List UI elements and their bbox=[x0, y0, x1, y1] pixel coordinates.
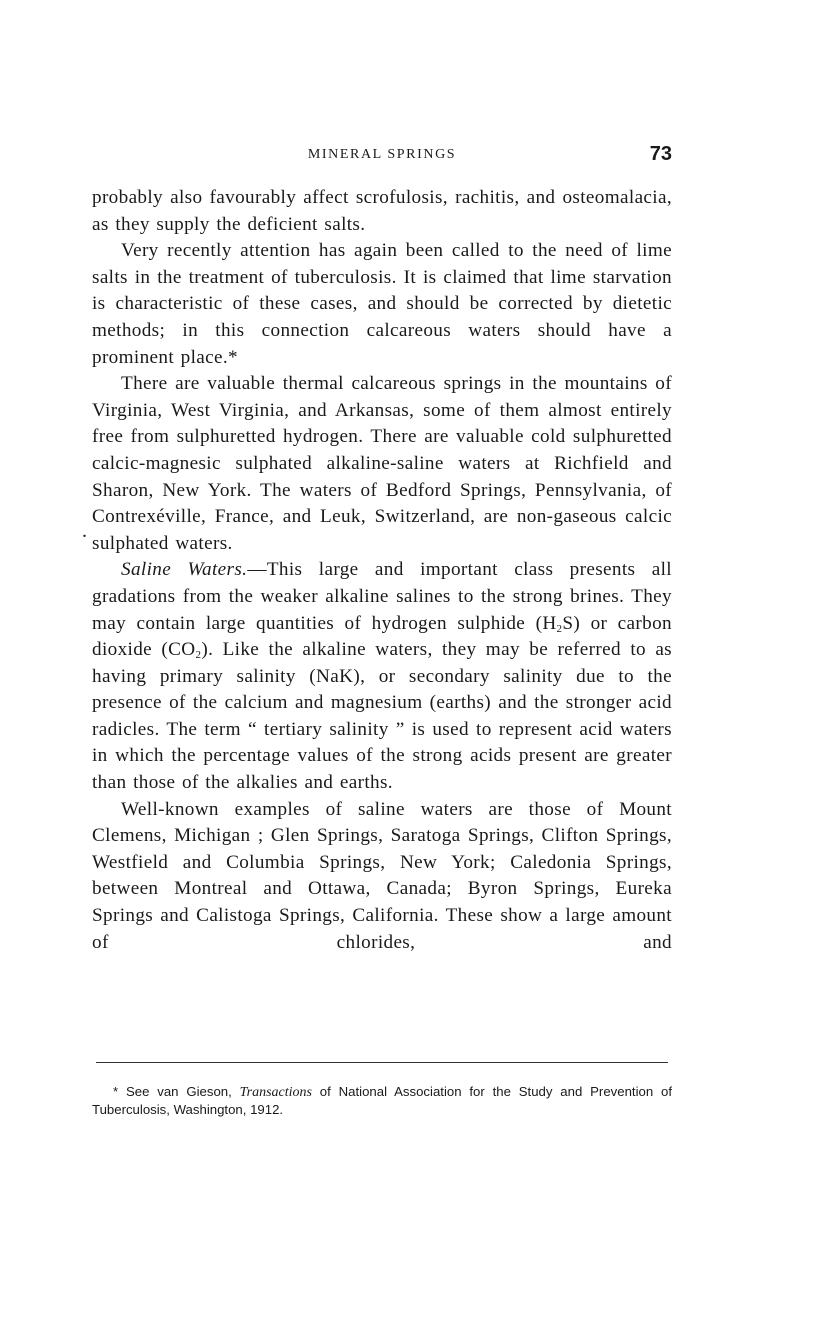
running-title: MINERAL SPRINGS bbox=[307, 147, 457, 162]
paragraph-continuation: probably also favourably affect scrofulosis, rachitis, and osteomalacia, as they supply the deficient salts. bbox=[92, 187, 672, 235]
footnote-text-before: * See van Gieson, bbox=[113, 1084, 240, 1099]
body-text bbox=[92, 185, 672, 956]
saline-text-a: —This large and important class presents all gradations from the weaker alkaline salines to the strong brines. They may contain large quantities of hydrogen sulphide (H bbox=[92, 559, 672, 634]
footnote bbox=[92, 1083, 672, 1118]
paragraph-calcareous-springs: There are valuable thermal calcareous springs in the mountains of Virginia, West Virginia, and Arkansas, some of them almost entirely free from sulphuretted hydrogen. There are valuable cold sulphuretted calcic-magnesic sulphated alkaline-saline waters at Richfield and Sharon, New York. The waters of Bedford Springs, Pennsylvania, of Contrexéville, France, and Leuk, Switzerland, are non-gaseous calcic sulphated waters. bbox=[92, 373, 672, 554]
running-header bbox=[92, 143, 672, 173]
footnote-text-after: of National Association for the Study and Prevention of Tuberculosis, Washington, 1912. bbox=[92, 1084, 673, 1117]
margin-mark: . bbox=[82, 520, 87, 542]
paragraph-lime-salts: Very recently attention has again been called to the need of lime salts in the treatment of tuberculosis. It is claimed that lime starvation is characteristic of these cases, and should be corrected by dietetic methods; in this connection calcareous waters should have a prominent place.* bbox=[92, 240, 672, 368]
subscript-co2: 2 bbox=[195, 649, 202, 662]
saline-waters-heading: Saline Waters. bbox=[121, 559, 248, 581]
footnote-rule bbox=[96, 1062, 668, 1063]
saline-text-c: ). Like the alkaline waters, they may be referred to as having primary salinity (NaK), or secondary salinity due to the presence of the calcium and magnesium (earths) and the stronger acid radicles. The term “ tertiary salinity ” is used to represent acid waters in which the percentage values of the strong acids present are greater than those of the alkalies and earths. bbox=[92, 639, 673, 794]
paragraph-saline-waters bbox=[92, 557, 672, 796]
subscript-h2s: 2 bbox=[556, 622, 563, 635]
paragraph-saline-examples: Well-known examples of saline waters are those of Mount Clemens, Michigan ; Glen Springs, Saratoga Springs, Clifton Springs, Westfield and Columbia Springs, New York; Caledonia Springs, between Montreal and Ottawa, Canada; Byron Springs, Eureka Springs and Calistoga Springs, California. These show a large amount of chlorides, and bbox=[92, 798, 672, 953]
page-number: 73 bbox=[649, 143, 672, 165]
saline-text-b: S) or carbon dioxide (CO bbox=[92, 612, 672, 661]
footnote-italic-title: Transactions bbox=[239, 1085, 312, 1100]
